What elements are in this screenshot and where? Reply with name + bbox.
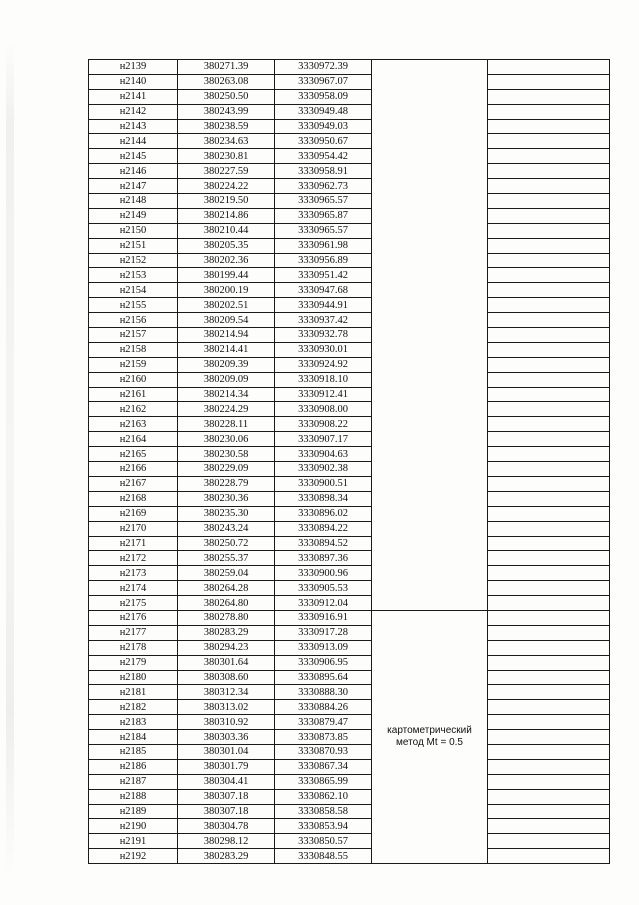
x-coordinate-cell: 380264.80	[178, 596, 275, 611]
empty-cell	[488, 625, 610, 640]
y-coordinate-cell: 3330862.10	[275, 789, 372, 804]
empty-cell	[488, 342, 610, 357]
table-row	[89, 253, 610, 268]
method-cell	[372, 60, 488, 611]
point-name-cell: н2151	[89, 238, 178, 253]
empty-cell	[488, 313, 610, 328]
table-row	[89, 298, 610, 313]
point-name-cell: н2150	[89, 223, 178, 238]
x-coordinate-cell: 380310.92	[178, 715, 275, 730]
point-name-cell: н2183	[89, 715, 178, 730]
y-coordinate-cell: 3330902.38	[275, 462, 372, 477]
table-row	[89, 432, 610, 447]
empty-cell	[488, 149, 610, 164]
y-coordinate-cell: 3330965.87	[275, 208, 372, 223]
x-coordinate-cell: 380243.99	[178, 104, 275, 119]
empty-cell	[488, 328, 610, 343]
x-coordinate-cell: 380209.09	[178, 372, 275, 387]
x-coordinate-cell: 380304.41	[178, 774, 275, 789]
point-name-cell: н2185	[89, 744, 178, 759]
table-row	[89, 119, 610, 134]
table-row	[89, 208, 610, 223]
table-row	[89, 268, 610, 283]
y-coordinate-cell: 3330916.91	[275, 610, 372, 625]
empty-cell	[488, 298, 610, 313]
point-name-cell: н2142	[89, 104, 178, 119]
x-coordinate-cell: 380238.59	[178, 119, 275, 134]
y-coordinate-cell: 3330867.34	[275, 759, 372, 774]
table-row	[89, 551, 610, 566]
x-coordinate-cell: 380243.24	[178, 521, 275, 536]
table-row	[89, 402, 610, 417]
empty-cell	[488, 730, 610, 745]
empty-cell	[488, 521, 610, 536]
table-row	[89, 462, 610, 477]
x-coordinate-cell: 380209.54	[178, 313, 275, 328]
x-coordinate-cell: 380308.60	[178, 670, 275, 685]
empty-cell	[488, 610, 610, 625]
point-name-cell: н2166	[89, 462, 178, 477]
y-coordinate-cell: 3330898.34	[275, 491, 372, 506]
empty-cell	[488, 89, 610, 104]
y-coordinate-cell: 3330900.96	[275, 566, 372, 581]
y-coordinate-cell: 3330873.85	[275, 730, 372, 745]
y-coordinate-cell: 3330937.42	[275, 313, 372, 328]
point-name-cell: н2188	[89, 789, 178, 804]
empty-cell	[488, 670, 610, 685]
empty-cell	[488, 566, 610, 581]
table-row	[89, 804, 610, 819]
table-row	[89, 328, 610, 343]
empty-cell	[488, 253, 610, 268]
y-coordinate-cell: 3330972.39	[275, 60, 372, 75]
point-name-cell: н2146	[89, 164, 178, 179]
point-name-cell: н2186	[89, 759, 178, 774]
empty-cell	[488, 387, 610, 402]
point-name-cell: н2154	[89, 283, 178, 298]
table-row	[89, 596, 610, 611]
point-name-cell: н2173	[89, 566, 178, 581]
point-name-cell: н2145	[89, 149, 178, 164]
point-name-cell: н2171	[89, 536, 178, 551]
y-coordinate-cell: 3330958.09	[275, 89, 372, 104]
table-row	[89, 104, 610, 119]
x-coordinate-cell: 380202.51	[178, 298, 275, 313]
empty-cell	[488, 744, 610, 759]
x-coordinate-cell: 380301.64	[178, 655, 275, 670]
x-coordinate-cell: 380214.34	[178, 387, 275, 402]
empty-cell	[488, 462, 610, 477]
point-name-cell: н2180	[89, 670, 178, 685]
point-name-cell: н2172	[89, 551, 178, 566]
table-row	[89, 640, 610, 655]
x-coordinate-cell: 380228.79	[178, 476, 275, 491]
y-coordinate-cell: 3330905.53	[275, 581, 372, 596]
x-coordinate-cell: 380210.44	[178, 223, 275, 238]
y-coordinate-cell: 3330913.09	[275, 640, 372, 655]
point-name-cell: н2144	[89, 134, 178, 149]
point-name-cell: н2167	[89, 476, 178, 491]
empty-cell	[488, 640, 610, 655]
table-row	[89, 223, 610, 238]
y-coordinate-cell: 3330904.63	[275, 447, 372, 462]
empty-cell	[488, 164, 610, 179]
y-coordinate-cell: 3330965.57	[275, 223, 372, 238]
empty-cell	[488, 819, 610, 834]
point-name-cell: н2155	[89, 298, 178, 313]
y-coordinate-cell: 3330965.57	[275, 194, 372, 209]
point-name-cell: н2161	[89, 387, 178, 402]
table-row	[89, 581, 610, 596]
y-coordinate-cell: 3330853.94	[275, 819, 372, 834]
table-row	[89, 313, 610, 328]
table-row	[89, 744, 610, 759]
table-row	[89, 834, 610, 849]
x-coordinate-cell: 380301.79	[178, 759, 275, 774]
empty-cell	[488, 506, 610, 521]
point-name-cell: н2184	[89, 730, 178, 745]
empty-cell	[488, 194, 610, 209]
x-coordinate-cell: 380263.08	[178, 74, 275, 89]
x-coordinate-cell: 380199.44	[178, 268, 275, 283]
point-name-cell: н2148	[89, 194, 178, 209]
x-coordinate-cell: 380298.12	[178, 834, 275, 849]
table-row	[89, 476, 610, 491]
table-row	[89, 74, 610, 89]
x-coordinate-cell: 380224.22	[178, 179, 275, 194]
x-coordinate-cell: 380312.34	[178, 685, 275, 700]
point-name-cell: н2139	[89, 60, 178, 75]
y-coordinate-cell: 3330954.42	[275, 149, 372, 164]
point-name-cell: н2187	[89, 774, 178, 789]
empty-cell	[488, 789, 610, 804]
y-coordinate-cell: 3330894.22	[275, 521, 372, 536]
point-name-cell: н2143	[89, 119, 178, 134]
table-row	[89, 342, 610, 357]
point-name-cell: н2192	[89, 849, 178, 864]
y-coordinate-cell: 3330918.10	[275, 372, 372, 387]
x-coordinate-cell: 380214.86	[178, 208, 275, 223]
table-row	[89, 849, 610, 864]
y-coordinate-cell: 3330949.48	[275, 104, 372, 119]
x-coordinate-cell: 380230.81	[178, 149, 275, 164]
empty-cell	[488, 685, 610, 700]
point-name-cell: н2177	[89, 625, 178, 640]
x-coordinate-cell: 380259.04	[178, 566, 275, 581]
table-row	[89, 447, 610, 462]
point-name-cell: н2170	[89, 521, 178, 536]
point-name-cell: н2189	[89, 804, 178, 819]
y-coordinate-cell: 3330944.91	[275, 298, 372, 313]
y-coordinate-cell: 3330850.57	[275, 834, 372, 849]
table-row	[89, 238, 610, 253]
x-coordinate-cell: 380230.06	[178, 432, 275, 447]
empty-cell	[488, 581, 610, 596]
point-name-cell: н2157	[89, 328, 178, 343]
y-coordinate-cell: 3330932.78	[275, 328, 372, 343]
point-name-cell: н2158	[89, 342, 178, 357]
x-coordinate-cell: 380283.29	[178, 849, 275, 864]
table-row	[89, 357, 610, 372]
empty-cell	[488, 834, 610, 849]
y-coordinate-cell: 3330949.03	[275, 119, 372, 134]
table-row	[89, 164, 610, 179]
coordinates-table	[88, 59, 610, 864]
x-coordinate-cell: 380209.39	[178, 357, 275, 372]
y-coordinate-cell: 3330917.28	[275, 625, 372, 640]
table-row	[89, 506, 610, 521]
point-name-cell: н2175	[89, 596, 178, 611]
x-coordinate-cell: 380283.29	[178, 625, 275, 640]
table-row	[89, 134, 610, 149]
y-coordinate-cell: 3330879.47	[275, 715, 372, 730]
point-name-cell: н2174	[89, 581, 178, 596]
table-row	[89, 491, 610, 506]
y-coordinate-cell: 3330908.00	[275, 402, 372, 417]
x-coordinate-cell: 380303.36	[178, 730, 275, 745]
table-row	[89, 715, 610, 730]
point-name-cell: н2153	[89, 268, 178, 283]
empty-cell	[488, 804, 610, 819]
empty-cell	[488, 268, 610, 283]
empty-cell	[488, 402, 610, 417]
x-coordinate-cell: 380228.11	[178, 417, 275, 432]
x-coordinate-cell: 380250.50	[178, 89, 275, 104]
table-row	[89, 179, 610, 194]
empty-cell	[488, 715, 610, 730]
x-coordinate-cell: 380301.04	[178, 744, 275, 759]
y-coordinate-cell: 3330912.41	[275, 387, 372, 402]
empty-cell	[488, 491, 610, 506]
x-coordinate-cell: 380264.28	[178, 581, 275, 596]
y-coordinate-cell: 3330865.99	[275, 774, 372, 789]
y-coordinate-cell: 3330967.07	[275, 74, 372, 89]
empty-cell	[488, 74, 610, 89]
empty-cell	[488, 759, 610, 774]
x-coordinate-cell: 380224.29	[178, 402, 275, 417]
point-name-cell: н2140	[89, 74, 178, 89]
y-coordinate-cell: 3330848.55	[275, 849, 372, 864]
empty-cell	[488, 179, 610, 194]
x-coordinate-cell: 380219.50	[178, 194, 275, 209]
y-coordinate-cell: 3330961.98	[275, 238, 372, 253]
x-coordinate-cell: 380278.80	[178, 610, 275, 625]
point-name-cell: н2182	[89, 700, 178, 715]
table-row	[89, 730, 610, 745]
y-coordinate-cell: 3330912.04	[275, 596, 372, 611]
table-row	[89, 789, 610, 804]
empty-cell	[488, 700, 610, 715]
point-name-cell: н2152	[89, 253, 178, 268]
empty-cell	[488, 104, 610, 119]
table-row	[89, 387, 610, 402]
x-coordinate-cell: 380229.09	[178, 462, 275, 477]
empty-cell	[488, 60, 610, 75]
table-row	[89, 372, 610, 387]
y-coordinate-cell: 3330950.67	[275, 134, 372, 149]
point-name-cell: н2141	[89, 89, 178, 104]
empty-cell	[488, 432, 610, 447]
point-name-cell: н2149	[89, 208, 178, 223]
empty-cell	[488, 536, 610, 551]
y-coordinate-cell: 3330896.02	[275, 506, 372, 521]
point-name-cell: н2162	[89, 402, 178, 417]
table-row	[89, 149, 610, 164]
y-coordinate-cell: 3330900.51	[275, 476, 372, 491]
y-coordinate-cell: 3330951.42	[275, 268, 372, 283]
empty-cell	[488, 357, 610, 372]
table-row	[89, 685, 610, 700]
empty-cell	[488, 283, 610, 298]
y-coordinate-cell: 3330897.36	[275, 551, 372, 566]
point-name-cell: н2179	[89, 655, 178, 670]
empty-cell	[488, 596, 610, 611]
empty-cell	[488, 119, 610, 134]
y-coordinate-cell: 3330870.93	[275, 744, 372, 759]
point-name-cell: н2191	[89, 834, 178, 849]
empty-cell	[488, 551, 610, 566]
point-name-cell: н2168	[89, 491, 178, 506]
x-coordinate-cell: 380227.59	[178, 164, 275, 179]
point-name-cell: н2190	[89, 819, 178, 834]
x-coordinate-cell: 380313.02	[178, 700, 275, 715]
y-coordinate-cell: 3330958.91	[275, 164, 372, 179]
table-row	[89, 670, 610, 685]
x-coordinate-cell: 380230.58	[178, 447, 275, 462]
x-coordinate-cell: 380214.41	[178, 342, 275, 357]
point-name-cell: н2160	[89, 372, 178, 387]
table-row	[89, 60, 610, 75]
y-coordinate-cell: 3330924.92	[275, 357, 372, 372]
x-coordinate-cell: 380230.36	[178, 491, 275, 506]
x-coordinate-cell: 380234.63	[178, 134, 275, 149]
table-row	[89, 566, 610, 581]
table-row	[89, 774, 610, 789]
y-coordinate-cell: 3330884.26	[275, 700, 372, 715]
y-coordinate-cell: 3330907.17	[275, 432, 372, 447]
table-row	[89, 283, 610, 298]
point-name-cell: н2147	[89, 179, 178, 194]
empty-cell	[488, 447, 610, 462]
y-coordinate-cell: 3330906.95	[275, 655, 372, 670]
table-row	[89, 625, 610, 640]
x-coordinate-cell: 380271.39	[178, 60, 275, 75]
empty-cell	[488, 417, 610, 432]
method-label-line2: метод Mt = 0.5	[396, 737, 463, 749]
empty-cell	[488, 134, 610, 149]
y-coordinate-cell: 3330858.58	[275, 804, 372, 819]
point-name-cell: н2176	[89, 610, 178, 625]
method-label-line1: картометрический	[387, 725, 472, 737]
x-coordinate-cell: 380250.72	[178, 536, 275, 551]
point-name-cell: н2164	[89, 432, 178, 447]
y-coordinate-cell: 3330930.01	[275, 342, 372, 357]
x-coordinate-cell: 380202.36	[178, 253, 275, 268]
table-row	[89, 194, 610, 209]
empty-cell	[488, 774, 610, 789]
coordinates-table-body	[89, 60, 610, 864]
y-coordinate-cell: 3330888.30	[275, 685, 372, 700]
table-row	[89, 89, 610, 104]
table-row	[89, 610, 610, 625]
point-name-cell: н2165	[89, 447, 178, 462]
table-row	[89, 521, 610, 536]
point-name-cell: н2169	[89, 506, 178, 521]
y-coordinate-cell: 3330908.22	[275, 417, 372, 432]
empty-cell	[488, 372, 610, 387]
empty-cell	[488, 849, 610, 864]
table-row	[89, 417, 610, 432]
y-coordinate-cell: 3330895.64	[275, 670, 372, 685]
empty-cell	[488, 208, 610, 223]
point-name-cell: н2159	[89, 357, 178, 372]
table-row	[89, 759, 610, 774]
x-coordinate-cell: 380214.94	[178, 328, 275, 343]
point-name-cell: н2163	[89, 417, 178, 432]
y-coordinate-cell: 3330956.89	[275, 253, 372, 268]
x-coordinate-cell: 380304.78	[178, 819, 275, 834]
table-row	[89, 819, 610, 834]
y-coordinate-cell: 3330962.73	[275, 179, 372, 194]
x-coordinate-cell: 380307.18	[178, 804, 275, 819]
table-row	[89, 536, 610, 551]
method-cell	[372, 610, 488, 863]
empty-cell	[488, 476, 610, 491]
table-row	[89, 700, 610, 715]
point-name-cell: н2178	[89, 640, 178, 655]
table-row	[89, 655, 610, 670]
empty-cell	[488, 223, 610, 238]
y-coordinate-cell: 3330947.68	[275, 283, 372, 298]
y-coordinate-cell: 3330894.52	[275, 536, 372, 551]
x-coordinate-cell: 380200.19	[178, 283, 275, 298]
x-coordinate-cell: 380307.18	[178, 789, 275, 804]
point-name-cell: н2181	[89, 685, 178, 700]
x-coordinate-cell: 380255.37	[178, 551, 275, 566]
scan-margin-artifact	[6, 40, 14, 880]
point-name-cell: н2156	[89, 313, 178, 328]
x-coordinate-cell: 380294.23	[178, 640, 275, 655]
empty-cell	[488, 238, 610, 253]
empty-cell	[488, 655, 610, 670]
x-coordinate-cell: 380205.35	[178, 238, 275, 253]
x-coordinate-cell: 380235.30	[178, 506, 275, 521]
